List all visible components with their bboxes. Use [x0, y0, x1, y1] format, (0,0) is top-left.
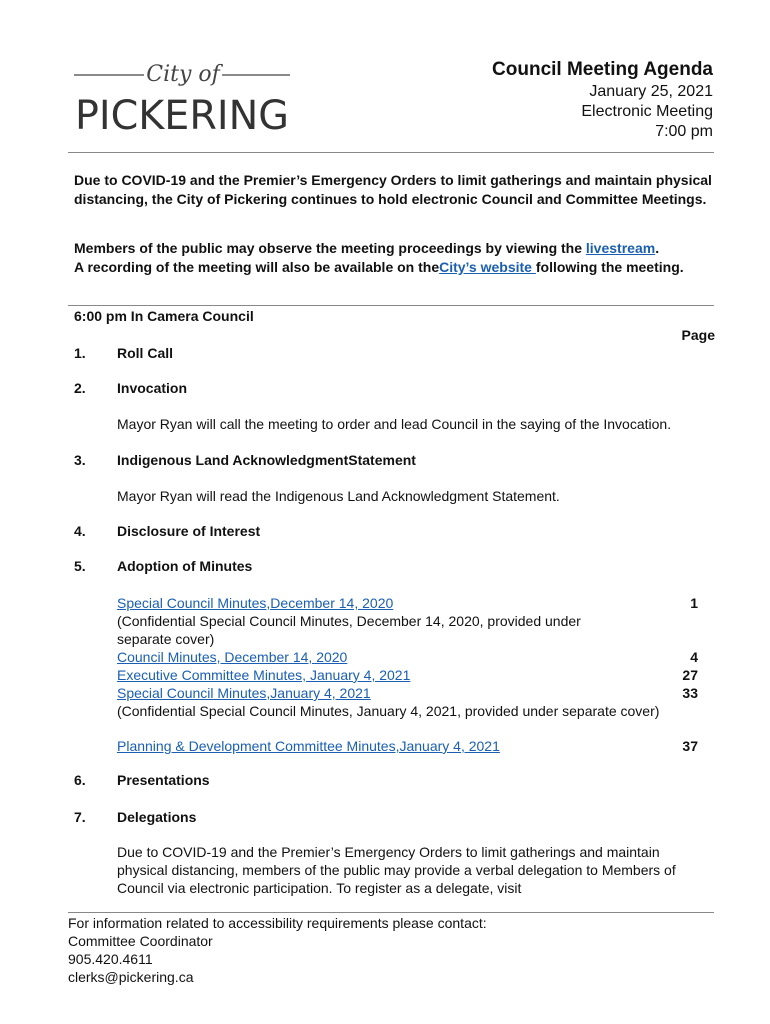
footer-email: clerks@pickering.ca — [68, 969, 194, 985]
minutes-link-special-council-dec-14[interactable]: Special Council Minutes,December 14, 2020 — [117, 595, 394, 611]
minutes-link-council-dec-14[interactable]: Council Minutes, December 14, 2020 — [117, 649, 348, 665]
minutes-link-planning-jan-4[interactable]: Planning & Development Committee Minutes,January 4, 2021 — [117, 738, 500, 754]
logo-script-text: City of — [146, 62, 220, 87]
item-body-delegations: Due to COVID-19 and the Premier’s Emergency Orders to limit gatherings and maintain physical distancing, members of the public may provide a verbal delegation to Members of Council via electronic participation. To register as a delegate, visit — [117, 844, 676, 896]
minutes-note: (Confidential Special Council Minutes, December 14, 2020, provided under separate cover) — [117, 613, 581, 647]
item-number: 3. — [74, 452, 86, 468]
item-body-land-acknowledgment: Mayor Ryan will read the Indigenous Land Acknowledgment Statement. — [117, 488, 560, 504]
observe-notice — [74, 239, 714, 277]
page-title: Council Meeting Agenda — [492, 59, 713, 80]
item-number: 1. — [74, 345, 86, 361]
item-title-disclosure: Disclosure of Interest — [117, 523, 261, 539]
accessibility-footer — [68, 914, 487, 986]
city-of-pickering-logo — [72, 55, 296, 135]
observe-text-b: . — [655, 240, 660, 256]
minutes-page-number: 37 — [682, 738, 698, 754]
minutes-link-executive-jan-4[interactable]: Executive Committee Minutes, January 4, 2021 — [117, 667, 411, 683]
logo-name-text: PICKERING — [75, 93, 289, 135]
observe-text-a: Members of the public may observe the meeting proceedings by viewing the — [74, 240, 586, 256]
observe-text-c: A recording of the meeting will also be available on the — [74, 259, 440, 275]
section-divider — [68, 305, 714, 306]
item-number: 4. — [74, 523, 86, 539]
item-title-invocation: Invocation — [117, 380, 188, 396]
observe-text-d: following the meeting. — [535, 259, 684, 275]
item-title-land-acknowledgment: Indigenous Land AcknowledgmentStatement — [117, 452, 416, 468]
covid-notice: Due to COVID-19 and the Premier’s Emergency Orders to limit gatherings and maintain physical distancing, the City of Pickering continues to hold electronic Council and Committee Meetings. — [74, 172, 712, 207]
meeting-type: Electronic Meeting — [581, 103, 713, 120]
item-number: 5. — [74, 558, 86, 574]
city-website-link[interactable]: City’s website — [439, 259, 536, 275]
footer-phone: 905.420.4611 — [68, 951, 153, 967]
footer-contact-title: Committee Coordinator — [68, 933, 213, 949]
minutes-page-number: 1 — [690, 595, 698, 611]
meeting-header — [492, 58, 713, 142]
item-number: 7. — [74, 809, 86, 825]
meeting-date: January 25, 2021 — [589, 83, 713, 100]
livestream-link[interactable]: livestream — [585, 240, 656, 256]
item-title-delegations: Delegations — [117, 809, 197, 825]
item-body-invocation: Mayor Ryan will call the meeting to order and lead Council in the saying of the Invocation. — [117, 416, 672, 432]
item-number: 6. — [74, 772, 86, 788]
item-title-presentations: Presentations — [117, 772, 210, 788]
item-number: 2. — [74, 380, 86, 396]
section-title: 6:00 pm In Camera Council — [74, 308, 254, 324]
minutes-page-number: 4 — [690, 649, 698, 665]
page-column-header: Page — [681, 327, 715, 343]
minutes-link-special-council-jan-4[interactable]: Special Council Minutes,January 4, 2021 — [117, 685, 371, 701]
footer-line: For information related to accessibility requirements please contact: — [68, 915, 487, 931]
minutes-page-number: 27 — [682, 667, 698, 683]
item-title-roll-call: Roll Call — [117, 345, 174, 361]
footer-divider — [68, 912, 714, 913]
item-title-adoption-of-minutes: Adoption of Minutes — [117, 558, 253, 574]
minutes-note: (Confidential Special Council Minutes, January 4, 2021, provided under separate cover) — [117, 703, 660, 719]
minutes-page-number: 33 — [682, 685, 698, 701]
meeting-time: 7:00 pm — [655, 123, 713, 140]
header-divider — [68, 152, 714, 153]
